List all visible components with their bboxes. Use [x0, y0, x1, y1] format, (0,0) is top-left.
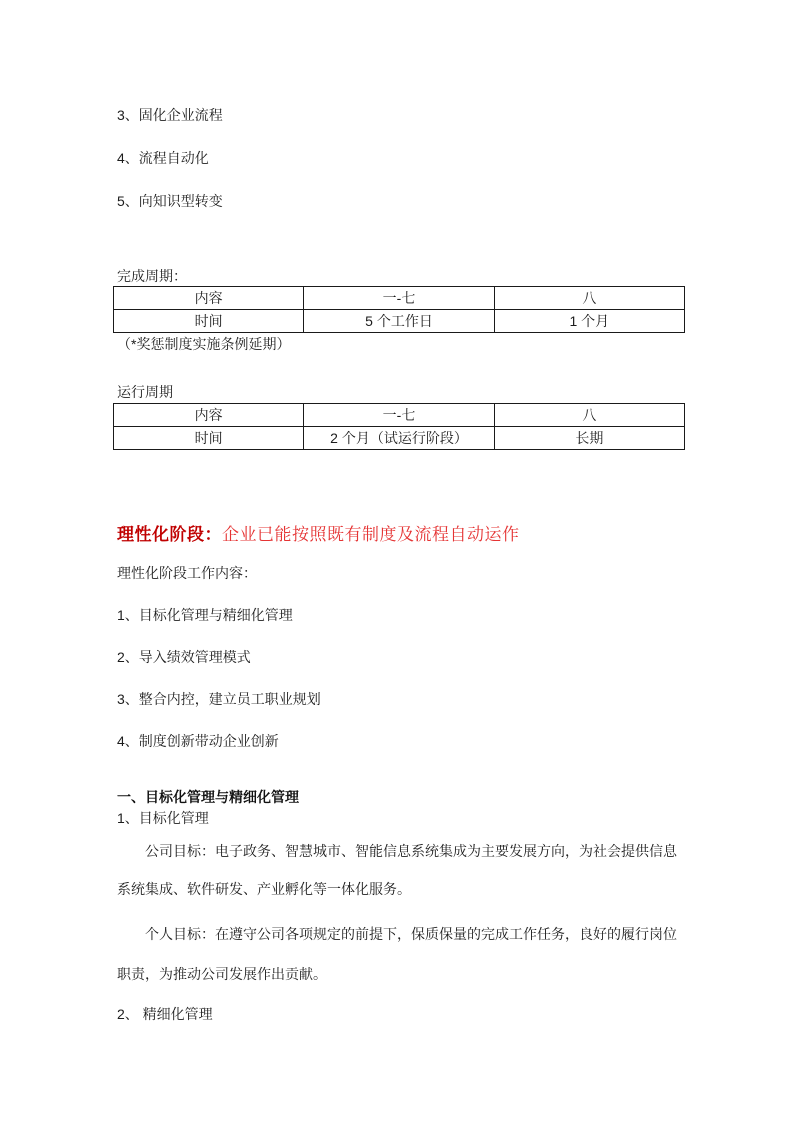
table-row	[114, 404, 685, 427]
table-cell: 5 个工作日	[304, 310, 494, 333]
rational-stage-heading-desc: 企业已能按照既有制度及流程自动运作	[222, 525, 520, 544]
sub-heading-goal-management: 1、目标化管理	[117, 810, 209, 826]
company-goal-line-2: 系统集成、软件研发、产业孵化等一体化服务。	[117, 881, 411, 897]
stage-item-internal-control: 3、整合内控，建立员工职业规划	[117, 691, 321, 707]
stage-item-performance-model: 2、导入绩效管理模式	[117, 649, 251, 665]
sub-heading-fine-management: 2、 精细化管理	[117, 1006, 213, 1022]
table-cell: 内容	[114, 404, 304, 427]
personal-goal-line-1: 个人目标：在遵守公司各项规定的前提下，保质保量的完成工作任务，良好的履行岗位	[145, 926, 677, 942]
list-item-process-automation: 4、流程自动化	[117, 150, 209, 166]
completion-cycle-label: 完成周期：	[117, 268, 187, 284]
rational-stage-heading	[113, 523, 685, 547]
completion-table-note: （*奖惩制度实施条例延期）	[117, 336, 291, 352]
table-cell: 时间	[114, 310, 304, 333]
table-cell: 1 个月	[494, 310, 684, 333]
run-cycle-table	[113, 403, 685, 450]
table-row	[114, 310, 685, 333]
table-cell: 一-七	[304, 287, 494, 310]
run-cycle-label: 运行周期	[117, 384, 173, 400]
personal-goal-line-2: 职责，为推动公司发展作出贡献。	[117, 966, 327, 982]
list-item-solidify-process: 3、固化企业流程	[117, 107, 223, 123]
rational-stage-heading-term: 理性化阶段：	[117, 525, 222, 544]
table-row	[114, 427, 685, 450]
stage-item-goal-management: 1、目标化管理与精细化管理	[117, 607, 293, 623]
stage-item-system-innovation: 4、制度创新带动企业创新	[117, 733, 279, 749]
rational-stage-intro: 理性化阶段工作内容：	[117, 565, 257, 581]
table-cell: 内容	[114, 287, 304, 310]
table-cell: 长期	[494, 427, 684, 450]
section-one-heading: 一、目标化管理与精细化管理	[117, 789, 299, 805]
table-cell: 2 个月（试运行阶段）	[304, 427, 494, 450]
completion-cycle-table	[113, 286, 685, 333]
table-cell: 八	[494, 287, 684, 310]
table-row	[114, 287, 685, 310]
company-goal-line-1: 公司目标：电子政务、智慧城市、智能信息系统集成为主要发展方向，为社会提供信息	[145, 843, 677, 859]
list-item-knowledge-transition: 5、向知识型转变	[117, 193, 223, 209]
table-cell: 时间	[114, 427, 304, 450]
table-cell: 八	[494, 404, 684, 427]
table-cell: 一-七	[304, 404, 494, 427]
